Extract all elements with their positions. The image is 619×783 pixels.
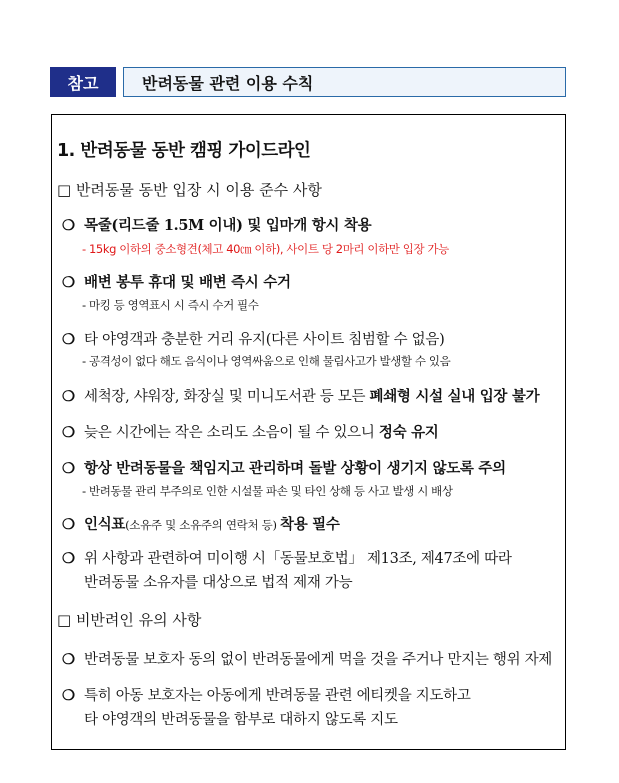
subsection-heading: □ 비반려인 유의 사항 (57, 611, 202, 629)
bullet-icon: ❍ (62, 516, 75, 533)
item-emphasis: 인식표 (84, 516, 126, 533)
list-item (62, 648, 552, 669)
list-item (62, 421, 438, 442)
bullet-icon: ❍ (62, 331, 75, 348)
list-item (62, 457, 506, 478)
item-emphasis: 착용 필수 (279, 516, 340, 533)
item-text-continuation: 타 야영객의 반려동물을 함부로 대하지 않도록 지도 (84, 712, 398, 728)
item-text: 특히 아동 보호자는 아동에게 반려동물 관련 에티켓을 지도하고 (84, 688, 471, 704)
list-item (62, 513, 340, 534)
bullet-icon: ❍ (62, 550, 75, 567)
reference-tag: 참고 (50, 67, 116, 97)
item-text: 세척장, 샤워장, 화장실 및 미니도서관 등 모든 (84, 389, 370, 405)
item-text: 위 사항과 관련하여 미이행 시「동물보호법」 제13조, 제47조에 따라 (84, 551, 512, 567)
item-text-continuation: 반려동물 소유자를 대상으로 법적 제재 가능 (84, 575, 353, 591)
list-item (62, 271, 291, 292)
bullet-icon: ❍ (62, 460, 75, 477)
item-text: 반려동물 보호자 동의 없이 반려동물에게 먹을 것을 주거나 만지는 행위 자제 (84, 652, 553, 668)
bullet-icon: ❍ (62, 424, 75, 441)
bullet-icon: ❍ (62, 388, 75, 405)
item-text: (소유주 및 소유주의 연락처 등) (125, 518, 280, 532)
item-text: 늦은 시간에는 작은 소리도 소음이 될 수 있으니 (84, 425, 379, 441)
item-text: 목줄(리드줄 1.5M 이내) 및 입마개 항시 착용 (84, 217, 372, 234)
item-emphasis: 폐쇄형 시설 실내 입장 불가 (369, 388, 540, 405)
bullet-icon: ❍ (62, 274, 75, 291)
item-note: - 공격성이 없다 해도 음식이나 영역싸움으로 인해 물림사고가 발생할 수 있음 (82, 354, 451, 368)
subsection-heading: □ 반려동물 동반 입장 시 이용 준수 사항 (57, 181, 322, 199)
list-item (62, 385, 539, 406)
list-item (62, 214, 371, 235)
section-heading: 1. 반려동물 동반 캠핑 가이드라인 (57, 141, 311, 161)
item-text: 배변 봉투 휴대 및 배변 즉시 수거 (84, 274, 291, 291)
item-emphasis: 항상 반려동물을 책임지고 관리하며 돌발 상황이 생기지 않도록 주의 (84, 460, 506, 477)
item-emphasis: 정숙 유지 (378, 424, 439, 441)
bullet-icon: ❍ (62, 651, 75, 668)
reference-header (50, 67, 566, 97)
bullet-icon: ❍ (62, 217, 75, 234)
item-note: - 15kg 이하의 중소형견(체고 40㎝ 이하), 사이트 당 2마리 이하만 입장 가능 (82, 242, 449, 256)
header-title: 반려동물 관련 이용 수칙 (123, 67, 566, 97)
content-panel (51, 114, 566, 750)
list-item (62, 547, 512, 568)
item-text: 타 야영객과 충분한 거리 유지(다른 사이트 침범할 수 없음) (84, 332, 445, 348)
list-item (62, 684, 471, 705)
bullet-icon: ❍ (62, 687, 75, 704)
list-item (62, 328, 444, 349)
item-note: - 마킹 등 영역표시 시 즉시 수거 필수 (82, 298, 259, 312)
item-note: - 반려동물 관리 부주의로 인한 시설물 파손 및 타인 상해 등 사고 발생 시 배상 (82, 484, 453, 498)
